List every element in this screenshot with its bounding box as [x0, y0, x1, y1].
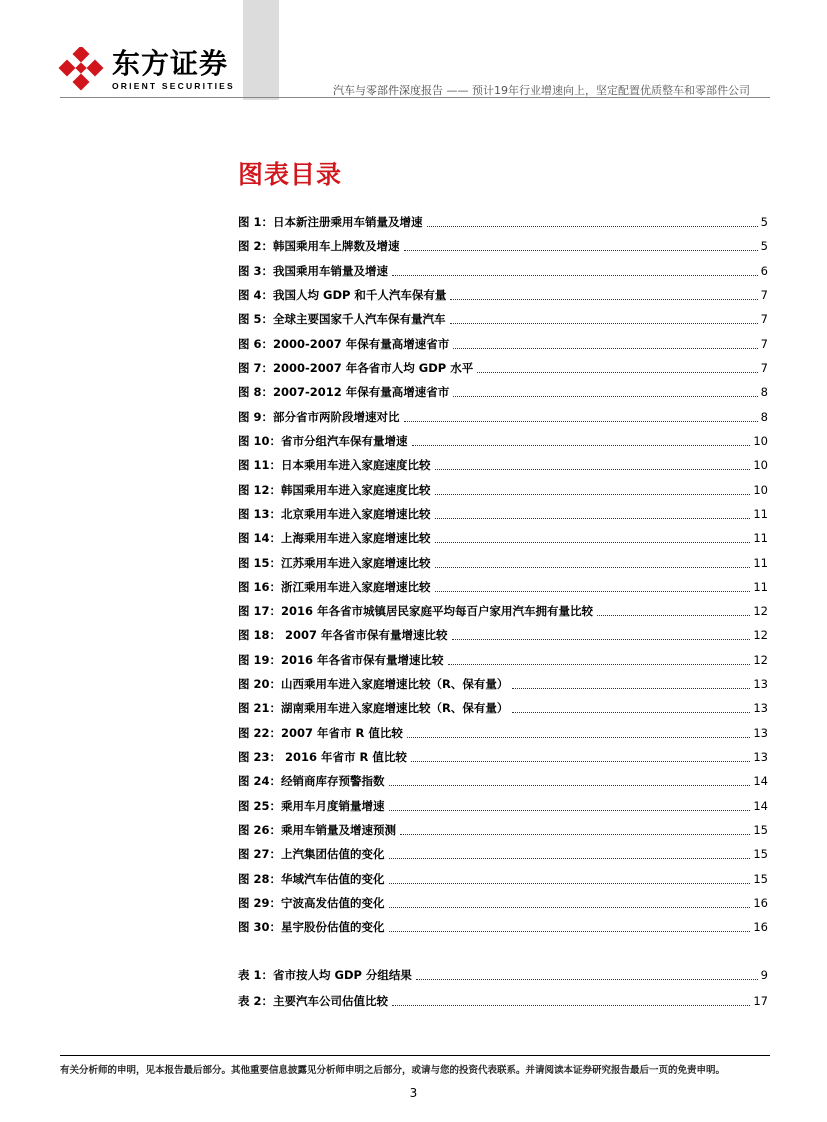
toc-entry-figure[interactable] [238, 234, 768, 258]
toc-entry-figure-label: 图 7：2000-2007 年各省市人均 GDP 水平 [238, 361, 474, 376]
dot-leader [407, 737, 750, 738]
toc-entry-figure-label: 图 28：华域汽车估值的变化 [238, 871, 385, 886]
dot-leader [512, 712, 750, 713]
toc-entry-figure[interactable] [238, 380, 768, 404]
dot-leader [404, 250, 758, 251]
toc-entry-figure-page: 11 [753, 506, 768, 521]
toc-entry-figure-label: 图 18： 2007 年各省市保有量增速比较 [238, 628, 448, 643]
toc-entry-figure[interactable] [238, 477, 768, 501]
toc-entry-figure-page: 11 [753, 555, 768, 570]
toc-entry-figure-label: 图 21：湖南乘用车进入家庭增速比较（R、保有量） [238, 701, 509, 716]
toc-entry-figure[interactable] [238, 283, 768, 307]
toc-entry-figure-page: 8 [760, 409, 768, 424]
toc-entry-figure[interactable] [238, 550, 768, 574]
toc-entry-figure[interactable] [238, 332, 768, 356]
toc-entry-figure-page: 7 [760, 288, 768, 303]
toc-entry-figure[interactable] [238, 794, 768, 818]
toc-entry-figure-label: 图 17：2016 年各省市城镇居民家庭平均每百户家用汽车拥有量比较 [238, 604, 594, 619]
dot-leader [435, 542, 751, 543]
dot-leader [392, 1005, 750, 1006]
table-list [238, 962, 768, 1014]
toc-entry-figure[interactable] [238, 307, 768, 331]
footer-disclaimer: 有关分析师的申明，见本报告最后部分。其他重要信息披露见分析师申明之后部分，或请与您的投资代表联系。并请阅读本证券研究报告最后一页的免责申明。 [60, 1065, 726, 1076]
toc-entry-figure-page: 15 [753, 871, 768, 886]
page-number: 3 [409, 1086, 418, 1100]
toc-entry-figure[interactable] [238, 818, 768, 842]
toc-entry-figure-page: 10 [753, 482, 768, 497]
dot-leader [389, 883, 751, 884]
toc-entry-figure[interactable] [238, 866, 768, 890]
company-logo [58, 47, 235, 97]
toc-entry-figure-label: 图 15：江苏乘用车进入家庭增速比较 [238, 555, 431, 570]
toc-entry-figure[interactable] [238, 502, 768, 526]
toc-entry-figure-page: 5 [760, 239, 768, 254]
dot-leader [389, 810, 751, 811]
toc-entry-figure[interactable] [238, 721, 768, 745]
toc-entry-figure-label: 图 16：浙江乘用车进入家庭增速比较 [238, 579, 431, 594]
dot-leader [389, 907, 751, 908]
toc-entry-figure-label: 图 19：2016 年各省市保有量增速比较 [238, 652, 444, 667]
toc-entry-figure-label: 图 24：经销商库存预警指数 [238, 774, 385, 789]
dot-leader [416, 979, 758, 980]
toc-entry-figure-label: 图 4：我国人均 GDP 和千人汽车保有量 [238, 288, 447, 303]
toc-entry-table[interactable] [238, 988, 768, 1014]
toc-entry-figure-page: 13 [753, 750, 768, 765]
toc-entry-figure[interactable] [238, 648, 768, 672]
dot-leader [412, 445, 751, 446]
toc-entry-figure[interactable] [238, 842, 768, 866]
dot-leader [392, 275, 758, 276]
toc-entry-figure-page: 13 [753, 701, 768, 716]
dot-leader [389, 931, 751, 932]
toc-entry-figure-label: 图 14：上海乘用车进入家庭增速比较 [238, 531, 431, 546]
toc-entry-figure-label: 图 29：宁波高发估值的变化 [238, 895, 385, 910]
toc-entry-figure-label: 图 3：我国乘用车销量及增速 [238, 263, 389, 278]
dot-leader [427, 226, 758, 227]
toc-entry-figure-label: 图 23： 2016 年省市 R 值比较 [238, 750, 407, 765]
toc-entry-figure-label: 图 6：2000-2007 年保有量高增速省市 [238, 336, 450, 351]
header-divider [60, 97, 770, 98]
dot-leader [389, 858, 751, 859]
toc-entry-figure[interactable] [238, 915, 768, 939]
header-separator: —— [446, 84, 469, 97]
report-subtitle: 预计19年行业增速向上，坚定配置优质整车和零部件公司 [472, 84, 750, 97]
brand-name-cn: 东方证券 [112, 47, 229, 80]
toc-entry-figure-page: 13 [753, 725, 768, 740]
toc-entry-figure-page: 16 [753, 895, 768, 910]
toc-entry-figure[interactable] [238, 769, 768, 793]
toc-entry-figure-page: 7 [760, 336, 768, 351]
toc-title: 图表目录 [238, 160, 343, 189]
dot-leader [435, 494, 751, 495]
dot-leader [435, 469, 751, 470]
toc-entry-figure-label: 图 12：韩国乘用车进入家庭速度比较 [238, 482, 431, 497]
dot-leader [404, 421, 758, 422]
toc-entry-figure-label: 图 1：日本新注册乘用车销量及增速 [238, 215, 423, 230]
toc-entry-figure-label: 图 10：省市分组汽车保有量增速 [238, 433, 408, 448]
report-header [333, 82, 750, 98]
dot-leader [435, 567, 751, 568]
dot-leader [389, 785, 751, 786]
toc-entry-figure-page: 16 [753, 920, 768, 935]
dot-leader [450, 323, 758, 324]
toc-entry-figure-label: 图 13：北京乘用车进入家庭增速比较 [238, 506, 431, 521]
dot-leader [435, 518, 751, 519]
toc-entry-figure-page: 12 [753, 652, 768, 667]
toc-entry-figure[interactable] [238, 891, 768, 915]
dot-leader [477, 372, 757, 373]
toc-entry-figure-label: 图 30：星宇股份估值的变化 [238, 920, 385, 935]
report-type: 汽车与零部件深度报告 [333, 84, 443, 97]
dot-leader [512, 688, 750, 689]
brand-name-en: ORIENT SECURITIES [112, 81, 235, 91]
toc-entry-figure-page: 7 [760, 361, 768, 376]
dot-leader [435, 591, 751, 592]
toc-entry-figure-label: 图 9：部分省市两阶段增速对比 [238, 409, 400, 424]
toc-entry-figure-page: 11 [753, 579, 768, 594]
toc-entry-figure[interactable] [238, 453, 768, 477]
toc-entry-figure-page: 6 [760, 263, 768, 278]
dot-leader [453, 396, 757, 397]
toc-entry-figure-page: 10 [753, 433, 768, 448]
toc-entry-figure[interactable] [238, 672, 768, 696]
orient-logo-icon [58, 47, 104, 93]
toc-entry-table[interactable] [238, 962, 768, 988]
dot-leader [450, 299, 757, 300]
toc-entry-figure[interactable] [238, 745, 768, 769]
toc-entry-figure-page: 14 [753, 774, 768, 789]
toc-entry-figure-page: 13 [753, 677, 768, 692]
dot-leader [448, 664, 751, 665]
toc-entry-figure-label: 图 2：韩国乘用车上牌数及增速 [238, 239, 400, 254]
toc-entry-figure[interactable] [238, 210, 768, 234]
header-decor-band [243, 0, 279, 100]
toc-entry-figure-label: 图 8：2007-2012 年保有量高增速省市 [238, 385, 450, 400]
dot-leader [453, 348, 757, 349]
toc-entry-table-label: 表 1：省市按人均 GDP 分组结果 [238, 968, 412, 982]
toc-entry-table-page: 9 [760, 968, 768, 982]
toc-entry-figure[interactable] [238, 623, 768, 647]
toc-entry-figure-page: 15 [753, 847, 768, 862]
toc-entry-figure-page: 7 [760, 312, 768, 327]
figure-list [238, 210, 768, 939]
toc-entry-figure-label: 图 11：日本乘用车进入家庭速度比较 [238, 458, 431, 473]
toc-entry-figure-label: 图 25：乘用车月度销量增速 [238, 798, 385, 813]
toc-entry-figure-label: 图 20：山西乘用车进入家庭增速比较（R、保有量） [238, 677, 509, 692]
toc-entry-table-page: 17 [753, 994, 768, 1008]
dot-leader [411, 761, 750, 762]
toc-entry-figure[interactable] [238, 526, 768, 550]
footer-divider [60, 1055, 770, 1056]
toc-entry-figure-page: 12 [753, 628, 768, 643]
toc-entry-figure-page: 14 [753, 798, 768, 813]
toc-entry-figure[interactable] [238, 575, 768, 599]
toc-entry-figure-page: 15 [753, 822, 768, 837]
toc-entry-figure-label: 图 5：全球主要国家千人汽车保有量汽车 [238, 312, 446, 327]
dot-leader [452, 639, 751, 640]
toc-entry-figure[interactable] [238, 259, 768, 283]
toc-entry-figure-page: 12 [753, 604, 768, 619]
toc-entry-figure-label: 图 27：上汽集团估值的变化 [238, 847, 385, 862]
toc-entry-figure[interactable] [238, 696, 768, 720]
toc-entry-figure-page: 5 [760, 215, 768, 230]
toc-entry-figure[interactable] [238, 356, 768, 380]
toc-entry-figure-label: 图 22：2007 年省市 R 值比较 [238, 725, 403, 740]
toc-entry-figure-label: 图 26：乘用车销量及增速预测 [238, 822, 397, 837]
toc-entry-figure-page: 10 [753, 458, 768, 473]
dot-leader [597, 615, 750, 616]
toc-entry-figure[interactable] [238, 429, 768, 453]
dot-leader [400, 834, 750, 835]
toc-entry-figure-page: 8 [760, 385, 768, 400]
toc-entry-figure[interactable] [238, 599, 768, 623]
toc-entry-table-label: 表 2：主要汽车公司估值比较 [238, 994, 389, 1008]
toc-entry-figure-page: 11 [753, 531, 768, 546]
toc-entry-figure[interactable] [238, 405, 768, 429]
